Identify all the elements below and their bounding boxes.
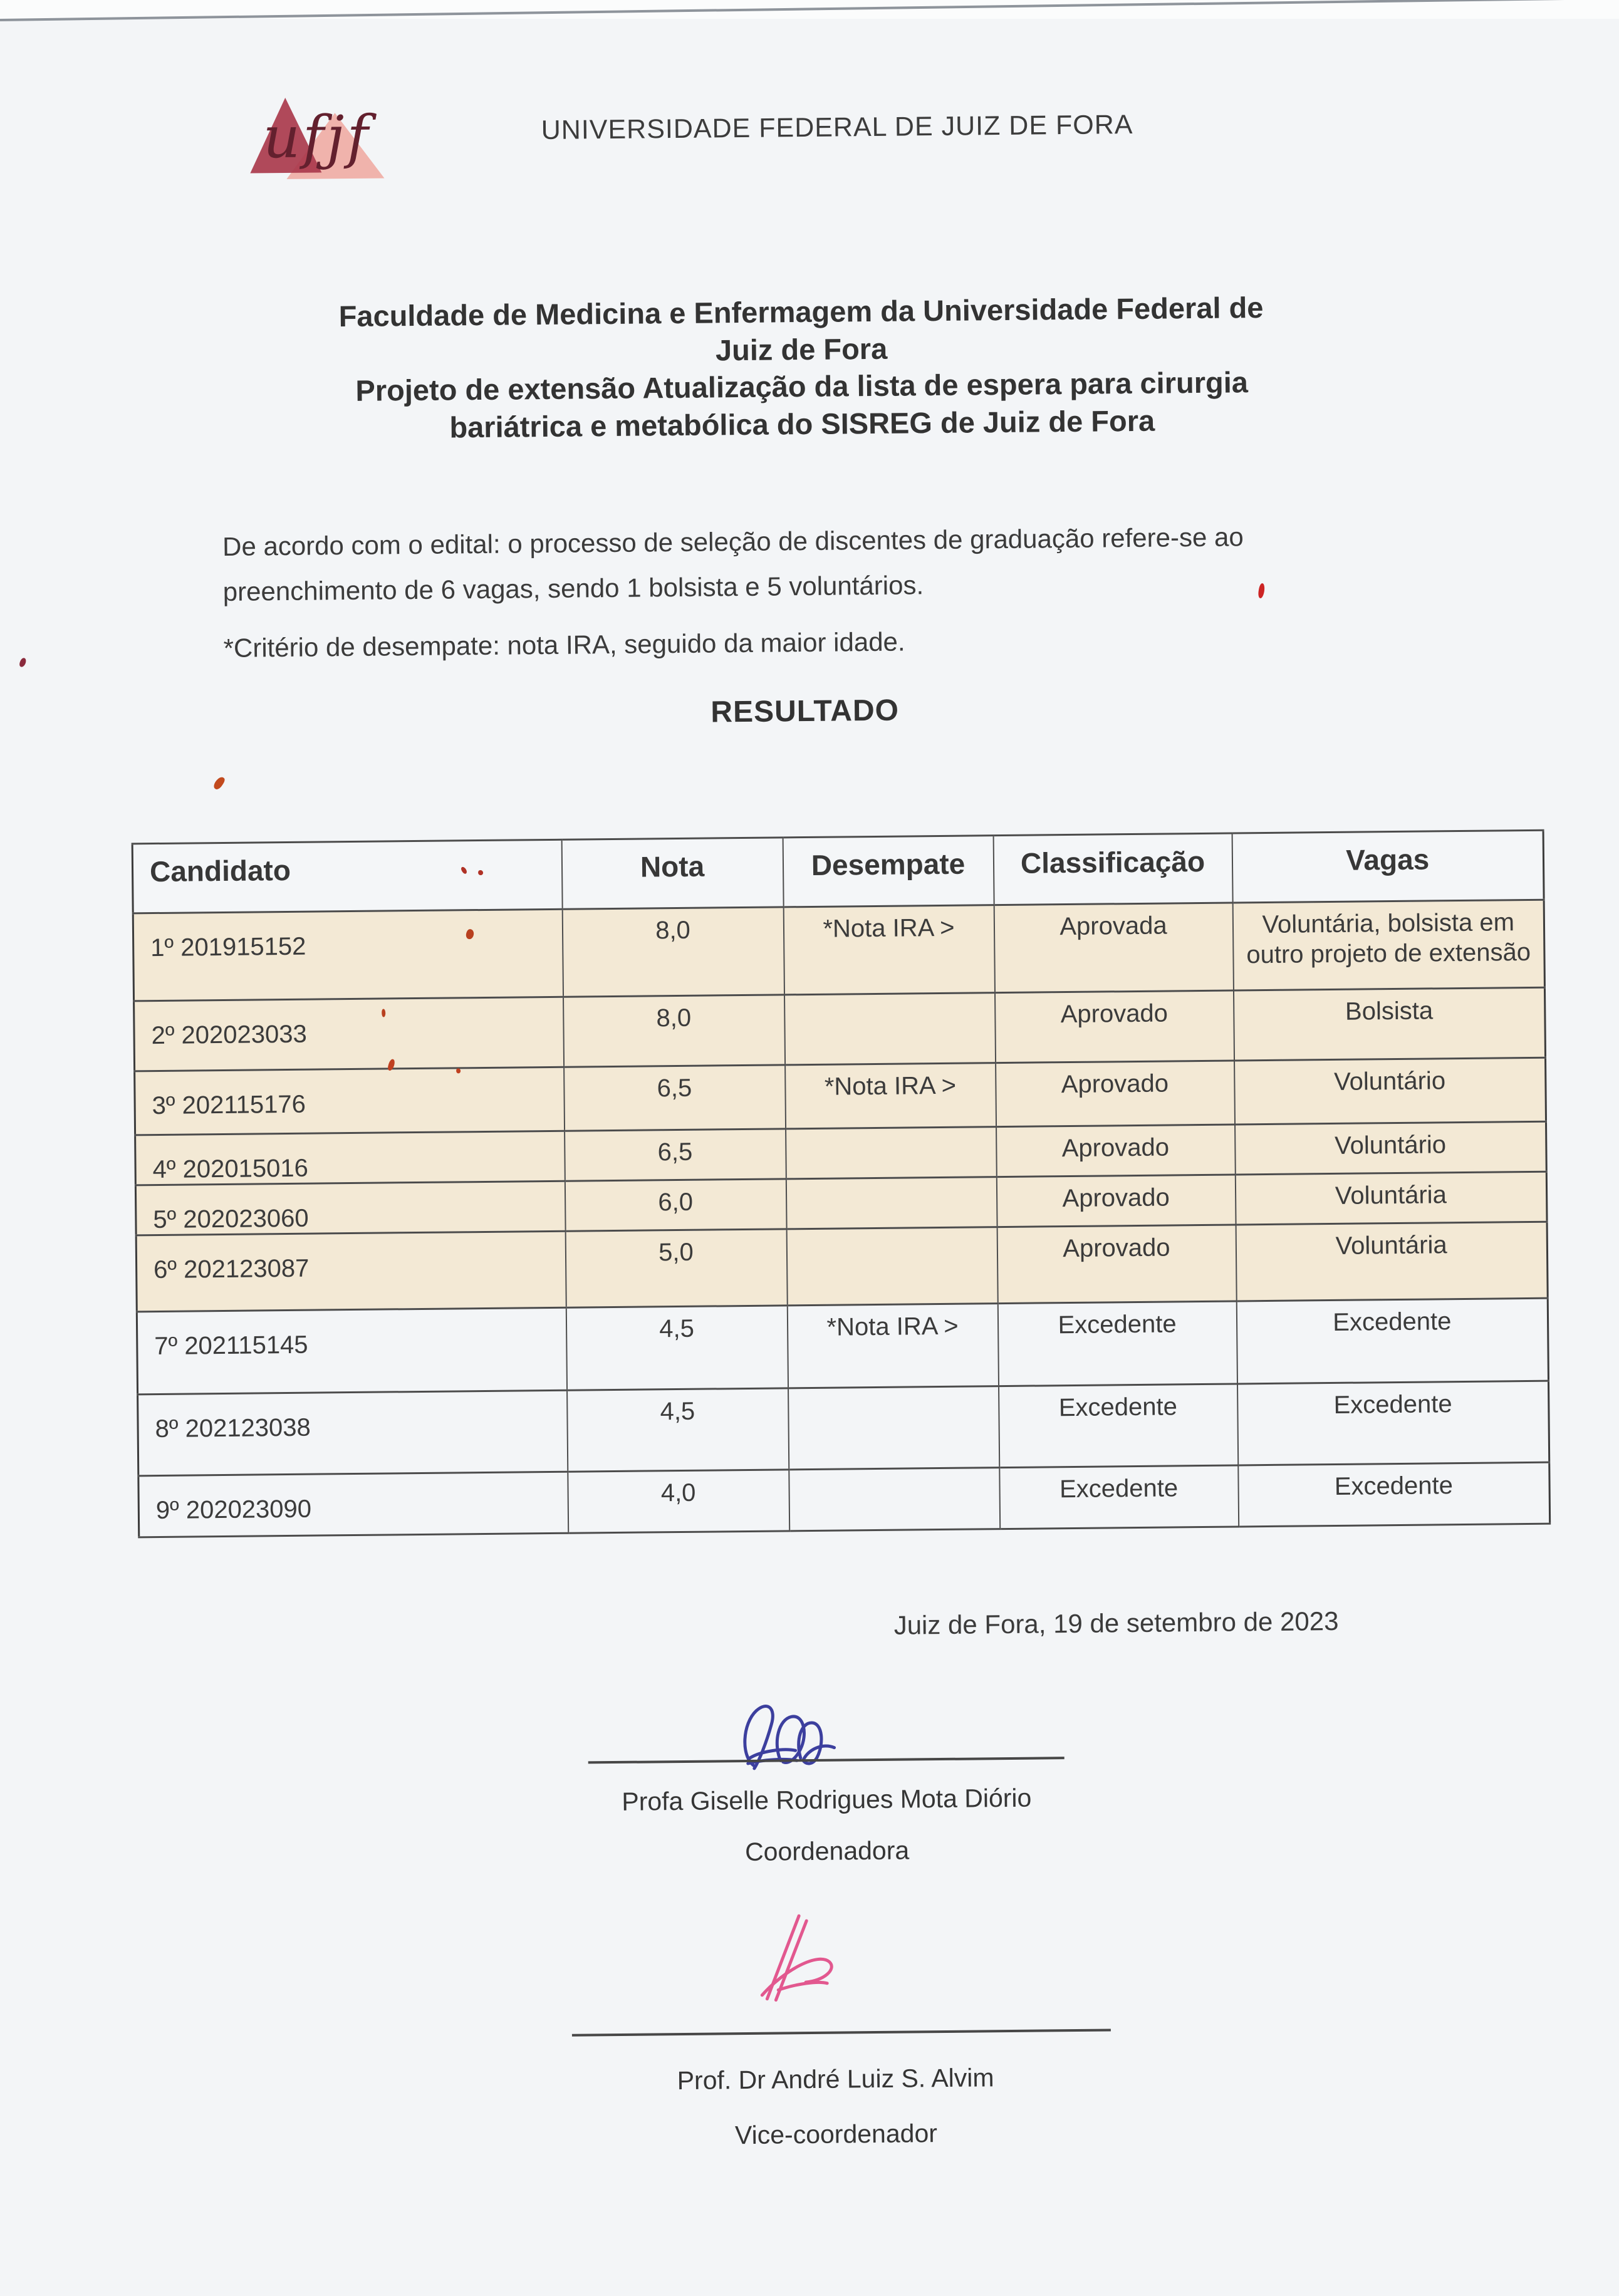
intro-line-1: De acordo com o edital: o processo de seleção de discentes de graduação refere-se ao — [222, 522, 1244, 561]
date-line: Juiz de Fora, 19 de setembro de 2023 — [893, 1606, 1339, 1640]
title-line-1: Faculdade de Medicina e Enfermagem da Universidade Federal de — [338, 290, 1264, 333]
desempate-cell: *Nota IRA > — [785, 1063, 996, 1129]
vagas-cell: Excedente — [1237, 1381, 1549, 1465]
header-row — [132, 830, 1544, 913]
title-line-4: bariátrica e metabólica do SISREG de Juiz de Fora — [449, 403, 1155, 444]
classificacao-cell: Excedente — [999, 1384, 1238, 1468]
result-heading: RESULTADO — [711, 693, 900, 729]
table-row — [133, 900, 1544, 1001]
nota-cell: 4,0 — [568, 1470, 789, 1533]
institution-name: UNIVERSIDADE FEDERAL DE JUIZ DE FORA — [541, 109, 1133, 146]
col-header-classificacao: Classificação — [993, 833, 1232, 905]
ink-speck-5 — [478, 870, 483, 875]
desempate-cell — [789, 1468, 1000, 1531]
desempate-cell: *Nota IRA > — [783, 905, 994, 995]
vagas-cell: Bolsista — [1233, 987, 1545, 1061]
logo-text: ufjf — [263, 103, 372, 172]
signer-role-coordenadora: Coordenadora — [744, 1836, 910, 1867]
candidato-cell: 3º 202115176 — [135, 1067, 565, 1135]
intro-paragraph — [222, 513, 1413, 615]
classificacao-cell: Excedente — [999, 1465, 1239, 1529]
nota-cell: 5,0 — [565, 1229, 787, 1307]
desempate-cell — [786, 1177, 997, 1229]
desempate-cell — [784, 993, 996, 1065]
signer-name-coordenadora: Profa Giselle Rodrigues Mota Diório — [622, 1783, 1032, 1816]
signer-role-vice-coordenador: Vice-coordenador — [734, 2119, 938, 2150]
ink-speck-1 — [18, 657, 27, 668]
classificacao-cell: Aprovado — [994, 990, 1234, 1063]
table-row — [138, 1462, 1550, 1537]
ink-speck-7 — [382, 1009, 385, 1017]
candidato-cell: 4º 202015016 — [135, 1131, 565, 1185]
table-row — [138, 1381, 1549, 1476]
table-row — [137, 1298, 1548, 1395]
desempate-cell — [786, 1227, 997, 1306]
col-header-desempate: Desempate — [783, 836, 994, 907]
document-title — [174, 287, 1429, 449]
signature-line-vice-coordenador — [572, 2028, 1111, 2036]
vagas-cell: Excedente — [1238, 1462, 1550, 1527]
candidato-cell: 9º 202023090 — [138, 1472, 568, 1537]
candidato-cell: 8º 202123038 — [138, 1390, 568, 1476]
vagas-cell: Voluntário — [1235, 1121, 1547, 1175]
title-line-3: Projeto de extensão Atualização da lista de espera para cirurgia — [355, 365, 1249, 408]
desempate-cell — [788, 1386, 999, 1470]
vagas-cell: Voluntária — [1236, 1222, 1548, 1301]
table-row — [136, 1222, 1548, 1312]
nota-cell: 8,0 — [562, 907, 784, 997]
nota-cell: 6,0 — [565, 1179, 786, 1231]
col-header-nota: Nota — [561, 838, 783, 909]
classificacao-cell: Aprovada — [994, 903, 1233, 993]
col-header-vagas: Vagas — [1232, 830, 1544, 903]
candidato-cell: 5º 202023060 — [135, 1181, 565, 1235]
classificacao-cell: Aprovado — [996, 1061, 1235, 1127]
nota-cell: 4,5 — [566, 1306, 788, 1390]
vagas-cell: Voluntário — [1234, 1057, 1546, 1125]
col-header-candidato: Candidato — [132, 839, 562, 913]
tiebreak-note: *Critério de desempate: nota IRA, seguido da maior idade. — [223, 626, 905, 663]
classificacao-cell: Excedente — [997, 1301, 1237, 1386]
candidato-cell: 2º 202023033 — [134, 997, 564, 1071]
candidato-cell: 7º 202115145 — [137, 1307, 566, 1395]
classificacao-cell: Aprovado — [996, 1175, 1236, 1227]
vagas-cell: Voluntária, bolsista em outro projeto de extensão — [1232, 900, 1544, 990]
nota-cell: 4,5 — [567, 1388, 789, 1472]
desempate-cell — [786, 1127, 997, 1179]
nota-cell: 6,5 — [564, 1065, 786, 1131]
nota-cell: 6,5 — [565, 1129, 786, 1181]
candidato-cell: 6º 202123087 — [136, 1231, 566, 1312]
vagas-cell: Voluntária — [1235, 1171, 1547, 1225]
classificacao-cell: Aprovado — [997, 1225, 1236, 1304]
nota-cell: 8,0 — [563, 995, 785, 1067]
results-table — [132, 829, 1551, 1539]
intro-line-2: preenchimento de 6 vagas, sendo 1 bolsista e 5 voluntários. — [222, 570, 924, 607]
ink-speck-2 — [212, 776, 226, 791]
desempate-cell: *Nota IRA > — [787, 1304, 998, 1388]
table-row — [134, 987, 1546, 1071]
title-line-2: Juiz de Fora — [715, 331, 888, 367]
vagas-cell: Excedente — [1236, 1298, 1548, 1384]
ink-speck-9 — [456, 1068, 461, 1073]
signature-ink-vice-coordenador — [752, 1904, 860, 2005]
candidato-cell: 1º 201915152 — [133, 909, 563, 1001]
signature-ink-coordenadora — [735, 1697, 873, 1780]
ufjf-logo — [246, 91, 398, 212]
classificacao-cell: Aprovado — [996, 1125, 1236, 1177]
signer-name-vice-coordenador: Prof. Dr André Luiz S. Alvim — [677, 2063, 994, 2096]
